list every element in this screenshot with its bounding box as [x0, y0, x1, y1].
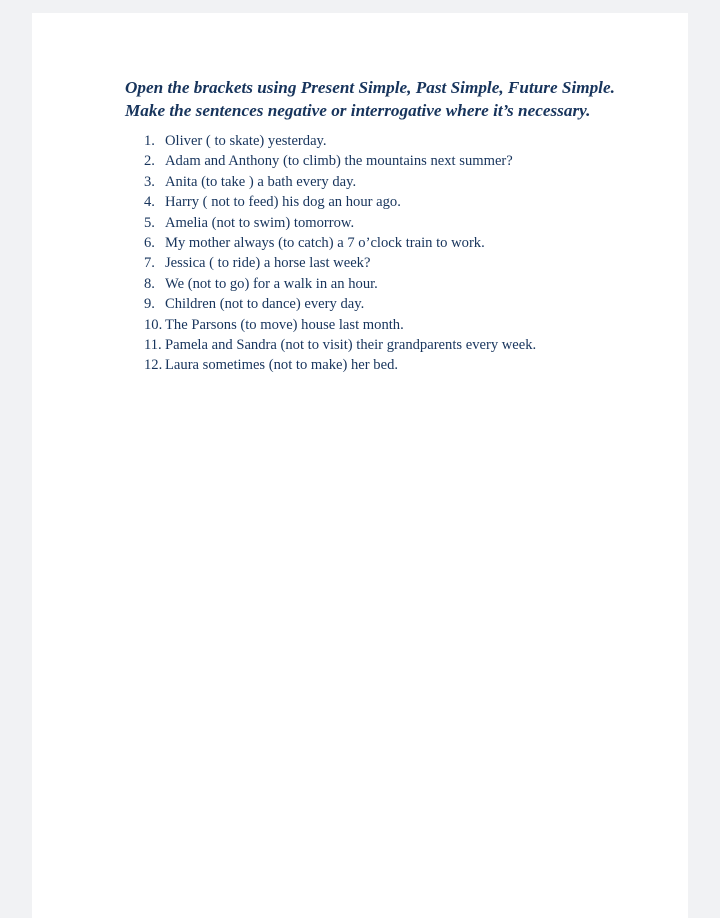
- exercise-number: 1.: [144, 133, 155, 149]
- exercise-number: 6.: [144, 235, 155, 252]
- exercise-item: [144, 233, 536, 253]
- task-instructions: [125, 76, 665, 122]
- exercise-text: Anita (to take ) a bath every day.: [165, 173, 357, 190]
- exercise-text: Adam and Anthony (to climb) the mountains next summer?: [165, 153, 513, 170]
- exercise-number: 2.: [144, 153, 155, 170]
- exercise-text: Laura sometimes (not to make) her bed.: [165, 357, 399, 374]
- exercise-text: Pamela and Sandra (not to visit) their grandparents every week.: [165, 337, 537, 354]
- exercise-number: 5.: [144, 214, 155, 231]
- exercise-number: 12.: [144, 357, 163, 374]
- exercise-text: Amelia (not to swim) tomorrow.: [165, 214, 355, 231]
- document-page: [32, 13, 688, 918]
- exercise-list: [144, 131, 536, 376]
- exercise-text: Children (not to dance) every day.: [165, 296, 365, 313]
- exercise-number: 4.: [144, 194, 155, 211]
- exercise-text: Oliver ( to skate) yesterday.: [165, 133, 327, 149]
- exercise-text: The Parsons (to move) house last month.: [165, 316, 404, 333]
- exercise-number: 9.: [144, 296, 155, 313]
- exercise-text: Harry ( not to feed) his dog an hour ago.: [165, 194, 401, 211]
- exercise-item: [144, 253, 536, 273]
- exercise-number: 10.: [144, 316, 163, 333]
- exercise-text: Jessica ( to ride) a horse last week?: [165, 255, 371, 272]
- exercise-item: [144, 192, 536, 212]
- exercise-item: [144, 172, 536, 192]
- exercise-number: 11.: [144, 337, 162, 354]
- exercise-number: 3.: [144, 173, 155, 190]
- exercise-item: [144, 335, 536, 355]
- exercise-number: 7.: [144, 255, 155, 272]
- exercise-item: [144, 151, 536, 171]
- exercise-text: We (not to go) for a walk in an hour.: [165, 275, 378, 292]
- exercise-item: [144, 213, 536, 233]
- instructions-line-1: Open the brackets using Present Simple, Past Simple, Future Simple.: [125, 78, 615, 97]
- exercise-item: [144, 294, 536, 314]
- exercise-item: [144, 355, 536, 375]
- instructions-line-2: Make the sentences negative or interrogative where it’s necessary.: [125, 101, 591, 120]
- exercise-text: My mother always (to catch) a 7 o’clock train to work.: [165, 235, 485, 252]
- exercise-item: [144, 274, 536, 294]
- exercise-item: [144, 315, 536, 335]
- exercise-item: [144, 131, 536, 151]
- exercise-number: 8.: [144, 275, 155, 292]
